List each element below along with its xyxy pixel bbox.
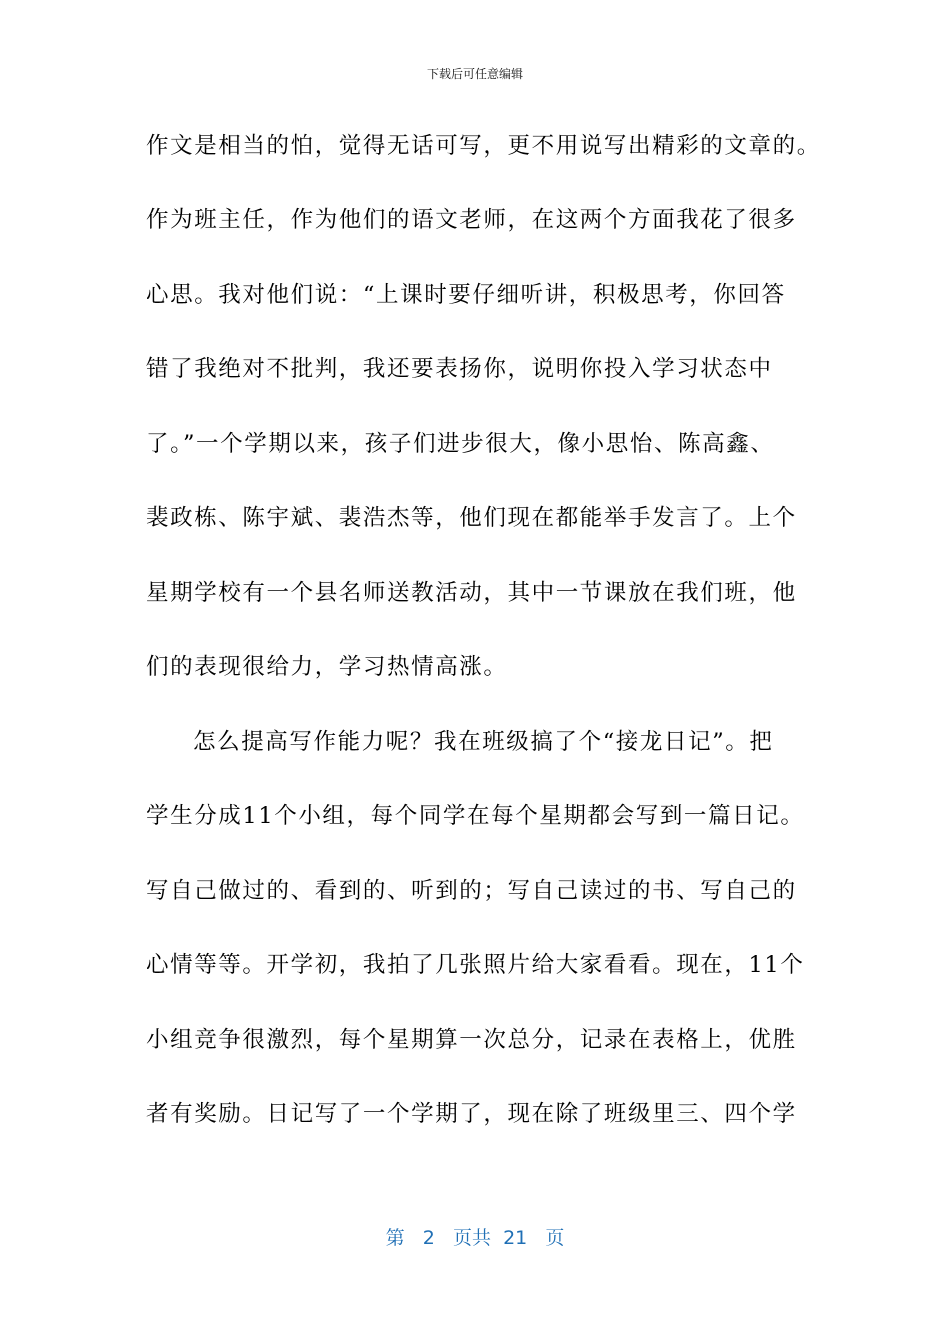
current-page-number: 2 <box>422 1227 435 1249</box>
paragraph-line: 写自己做过的、看到的、听到的；写自己读过的书、写自己的 <box>146 878 797 904</box>
paragraph-line: 们的表现很给力，学习热情高涨。 <box>146 654 508 680</box>
paragraph-line: 了。”一个学期以来，孩子们进步很大，像小思怡、陈高鑫、 <box>146 431 775 457</box>
paragraph-line: 星期学校有一个县名师送教活动，其中一节课放在我们班，他 <box>146 580 797 606</box>
paragraph-line: 小组竞争很激烈，每个星期算一次总分，记录在表格上，优胜 <box>146 1027 797 1053</box>
footer-suffix: 页 <box>545 1227 565 1249</box>
total-pages-number: 21 <box>503 1227 528 1249</box>
paragraph-line: 学生分成11个小组，每个同学在每个星期都会写到一篇日记。 <box>146 803 805 829</box>
paragraph-line: 者有奖励。日记写了一个学期了，现在除了班级里三、四个学 <box>146 1101 797 1127</box>
paragraph-line: 裴政栋、陈宇斌、裴浩杰等，他们现在都能举手发言了。上个 <box>146 505 797 531</box>
paragraph-first-line: 怎么提高写作能力呢？我在班级搞了个“接龙日记”。把 <box>193 729 774 755</box>
paragraph-line: 作为班主任，作为他们的语文老师，在这两个方面我花了很多 <box>146 207 797 233</box>
paragraph-line: 错了我绝对不批判，我还要表扬你，说明你投入学习状态中 <box>146 356 773 382</box>
paragraph-line: 心情等等。开学初，我拍了几张照片给大家看看。现在，11个 <box>146 952 805 978</box>
page-number-footer <box>0 1226 950 1250</box>
paragraph-line: 心思。我对他们说：“上课时要仔细听讲，积极思考，你回答 <box>146 282 786 308</box>
paragraph-line: 作文是相当的怕，觉得无话可写，更不用说写出精彩的文章的。 <box>146 133 821 159</box>
footer-prefix: 第 <box>385 1227 405 1249</box>
footer-middle: 页共 <box>452 1227 491 1249</box>
header-note: 下载后可任意编辑 <box>426 67 523 81</box>
